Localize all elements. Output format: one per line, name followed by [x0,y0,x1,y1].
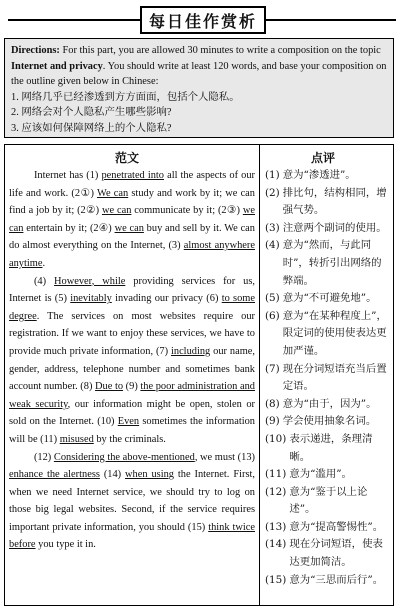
comment-number: (7) [265,362,280,375]
comment-text: 注意两个副词的使用。 [282,221,387,234]
essay-heading: 范文 [115,151,140,165]
comment-item [265,361,391,396]
directions-text-b: . You should write at least 120 words, and base your composition on the outline given below in Chinese: [11,60,387,87]
essay-phrase: we can [114,222,144,234]
comment-item [265,536,391,571]
essay-phrase: We can [97,187,129,199]
comment-text: 意为“由于，因为”。 [282,397,377,410]
page-header [8,4,396,34]
comment-item [265,466,391,484]
comment-item [265,220,391,238]
essay-phrase: almost anywhere anytime [9,240,255,269]
comment-number: (1) [265,169,280,181]
comment-number: (2) [265,186,280,199]
comment-number: (14) [265,538,287,551]
essay-text: our name, gender, address, telephone number and sometimes bank account number. (8) [9,345,255,393]
essay-text: entertain by it; (2④) [23,222,115,234]
comment-item [265,185,391,220]
directions-topic: Internet and privacy [11,60,103,72]
essay-paragraph-3 [9,449,255,555]
essay-text: , our information might be open, stolen or sold on the Internet. (10) [9,398,255,428]
comment-number: (3) [265,221,280,234]
essay-text: (12) [33,451,54,463]
essay-text: Internet has (1) [33,170,102,181]
comment-text: 意为“然而，与此同时”，转折引出网络的弊端。 [282,239,382,287]
comments-heading: 点评 [311,151,336,165]
column-divider [259,145,260,605]
comment-text: 表示递进，条理清晰。 [289,432,373,463]
comment-text: 意为“不可避免地”。 [282,292,377,305]
essay-phrase: inevitably [70,293,112,305]
essay-text: . [42,257,46,269]
essay-phrase: including [170,345,211,357]
essay-phrase: the poor administration and weak security [9,381,255,410]
comment-text: 学会使用抽象名词。 [282,415,377,428]
essay-text: (9) [123,381,141,393]
comment-item [265,519,391,537]
comment-number: (6) [265,309,280,322]
comment-item [265,237,391,290]
comment-text: 排比句，结构相同，增强气势。 [282,186,387,217]
comment-item [265,431,391,466]
essay-text: all the aspects of our life and work. (2①) [9,170,255,199]
essay-phrase: think twice before [9,521,255,551]
comment-number: (8) [265,397,280,410]
essay-phrase: misused [59,433,94,445]
directions-paragraph [11,43,387,90]
comment-text: 意为“渗透进”。 [282,169,356,181]
comment-text: 意为“鉴于以上论述”。 [289,485,368,516]
essay-text: providing services for us, Internet is (5) [9,275,255,305]
comment-item [265,167,391,185]
essay-phrase: Considering the above-mentioned [53,451,195,463]
comment-item [265,308,391,361]
essay-paragraph-2 [9,273,255,449]
comment-text: 现在分词短语充当后置定语。 [282,362,387,393]
comment-number: (11) [265,468,287,481]
comment-text: 意为“三思而后行”。 [289,573,384,586]
page-title: 每日佳作赏析 [140,6,266,34]
essay-text: (14) [99,469,126,481]
outline-item-2: 2. 网络会对个人隐私产生哪些影响? [11,107,172,118]
essay-text: , we must (13) [194,451,255,463]
comment-item [265,396,391,414]
comment-item [265,290,391,308]
essay-phrase: enhance the alertness [9,469,100,481]
comment-number: (12) [265,485,287,498]
essay-text: communicate by it; (2③) [131,205,243,217]
essay-phrase: penetrated into [101,170,164,181]
comment-item [265,413,391,431]
essay-phrase: we can [101,205,132,217]
essay-phrase: However, while [54,275,126,287]
essay-phrase: we can [9,205,255,234]
outline-item-3: 3. 应该如何保障网络上的个人隐私? [11,122,172,134]
comment-number: (4) [265,239,280,252]
essay-text: sometimes the information will be (11) [9,416,255,445]
comment-number: (10) [265,432,287,445]
comment-text: 意为“提高警惕性”。 [289,520,384,533]
directions-text-a: For this part, you are allowed 30 minutes to write a composition on the topic [59,45,381,56]
comment-item [265,572,391,590]
directions-label: Directions: [11,45,60,56]
essay-paragraph-1 [9,167,255,273]
essay-text: by the criminals. [93,433,166,445]
essay-phrase: when using [125,469,174,481]
comment-number: (5) [265,292,280,305]
content-table [4,144,394,606]
essay-text: study and work by it; we can find a job by it; (2②) [9,187,255,217]
essay-text: . The services on most websites require our registration. If we want to enjoy these services, we have to provide much private information, (7) [9,310,255,357]
model-essay [9,167,255,554]
comment-text: 意为“在某种程度上”，限定词的使用使表达更加严谨。 [282,309,387,357]
essay-text: buy and sell by it. We can do almost everything on the Internet, (3) [9,222,255,252]
essay-phrase: Even [117,416,140,428]
essay-text: (4) [33,275,55,287]
directions-box [4,38,394,138]
essay-text: you type it in. [35,539,96,551]
comment-number: (9) [265,415,280,428]
comment-item [265,484,391,519]
essay-text: the Internet. First, when we need Internet service, we should try to log on those big legal websites. Second, if the service requires important private information, you should (15) [9,469,255,533]
comments-list [265,167,391,589]
comment-number: (13) [265,520,287,533]
outline-item-1: 1. 网络几乎已经渗透到方方面面，包括个人隐私。 [11,91,240,103]
essay-phrase: Due to [95,381,124,393]
comment-number: (15) [265,573,287,586]
essay-text: invading our privacy (6) [111,293,222,305]
essay-phrase: to some degree [9,293,255,322]
comment-text: 现在分词短语，使表达更加简洁。 [289,538,383,569]
comment-text: 意为“滥用”。 [289,468,352,481]
